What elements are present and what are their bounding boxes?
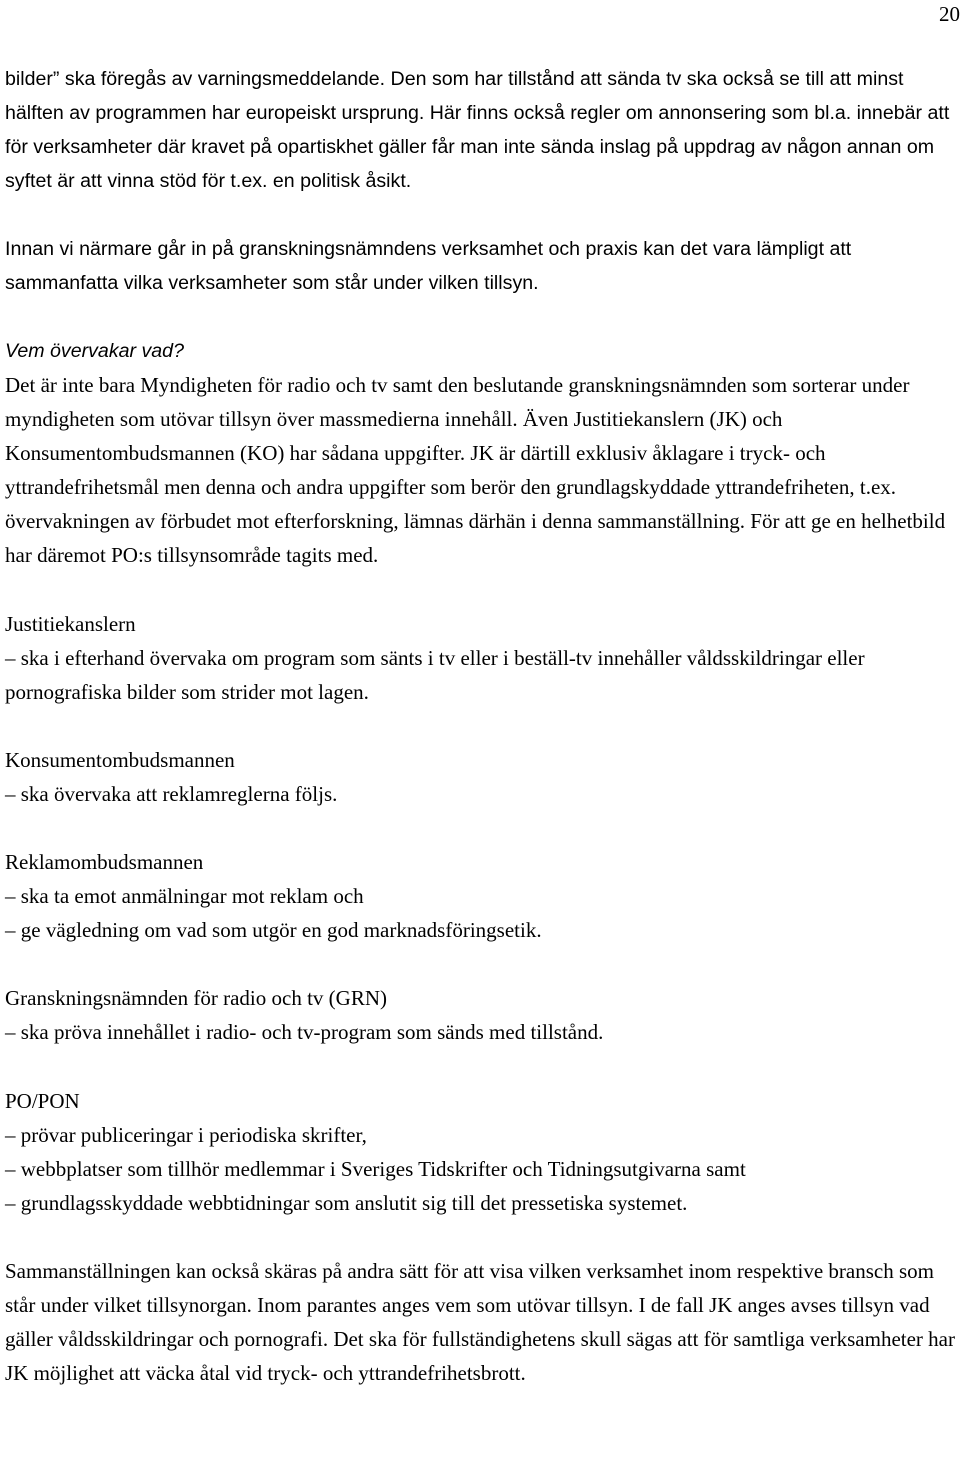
document-body [5,62,957,1390]
agency-duty: – grundlagsskyddade webbtidningar som anslutit sig till det pressetiska systemet. [5,1186,957,1220]
agency-block-po [5,1084,957,1220]
agency-name: Reklamombudsmannen [5,850,204,875]
agency-duty: – ska ta emot anmälningar mot reklam och [5,879,957,913]
agency-block-ro [5,845,957,947]
agency-block-ko [5,743,957,811]
closing-paragraph: Sammanställningen kan också skäras på andra sätt för att visa vilken verksamhet inom respektive bransch som står under vilket tillsynorgan. Inom parantes anges vem som utövar tillsyn. I de fall JK anges avses tillsyn vad gäller våldsskildringar och pornografi. Det ska för fullständighetens skull sägas att för samtliga verksamheter har JK möjlighet att väcka åtal vid tryck- och yttrandefrihetsbrott. [5,1258,955,1386]
page-number: 20 [939,2,960,26]
section-body: Det är inte bara Myndigheten för radio och tv samt den beslutande granskningsnämnden som sorterar under myndigheten som utövar tillsyn över massmedierna innehåll. Även Justitiekanslern (JK) och Konsumentombudsmannen (KO) har sådana uppgifter. JK är därtill exklusiv åklagare i tryck- och yttrandefrihetsmål men denna och andra uppgifter som berör den grundlagskyddade yttrandefriheten, t.ex. övervakningen av förbudet mot efterforskning, lämnas därhän i denna sammanställning. För att ge en helhetbild har däremot PO:s tillsynsområde tagits med. [5,373,946,568]
lead-paragraph: Innan vi närmare går in på granskningsnämndens verksamhet och praxis kan det vara lämpligt att sammanfatta vilka verksamheter som står under vilken tillsyn. [5,238,852,294]
agency-duty: – ska övervaka att reklamreglerna följs. [5,777,957,811]
agency-duty: – ska i efterhand övervaka om program som sänts i tv eller i beställ-tv innehåller våldsskildringar eller pornografiska bilder som strider mot lagen. [5,641,957,709]
agency-name: PO/PON [5,1088,80,1113]
section-heading: Vem övervakar vad? [5,340,184,362]
agency-block-jk [5,607,957,709]
agency-duty: – ge vägledning om vad som utgör en god marknadsföringsetik. [5,913,957,947]
agency-duty: – webbplatser som tillhör medlemmar i Sveriges Tidskrifter och Tidningsutgivarna samt [5,1152,957,1186]
agency-name: Justitiekanslern [5,611,136,636]
agency-name: Konsumentombudsmannen [5,747,235,772]
agency-block-grn [5,981,957,1049]
intro-paragraph: bilder” ska föregås av varningsmeddelande. Den som har tillstånd att sända tv ska också se till att minst hälften av programmen har europeiskt ursprung. Här finns också regler om annonsering som bl.a. innebär att för verksamheter där kravet på opartiskhet gäller får man inte sända inslag på uppdrag av någon annan om syftet är att vinna stöd för t.ex. en politisk åsikt. [5,68,950,192]
agency-name: Granskningsnämnden för radio och tv (GRN) [5,986,387,1011]
agency-duty: – ska pröva innehållet i radio- och tv-program som sänds med tillstånd. [5,1015,957,1049]
agency-duty: – prövar publiceringar i periodiska skrifter, [5,1118,957,1152]
